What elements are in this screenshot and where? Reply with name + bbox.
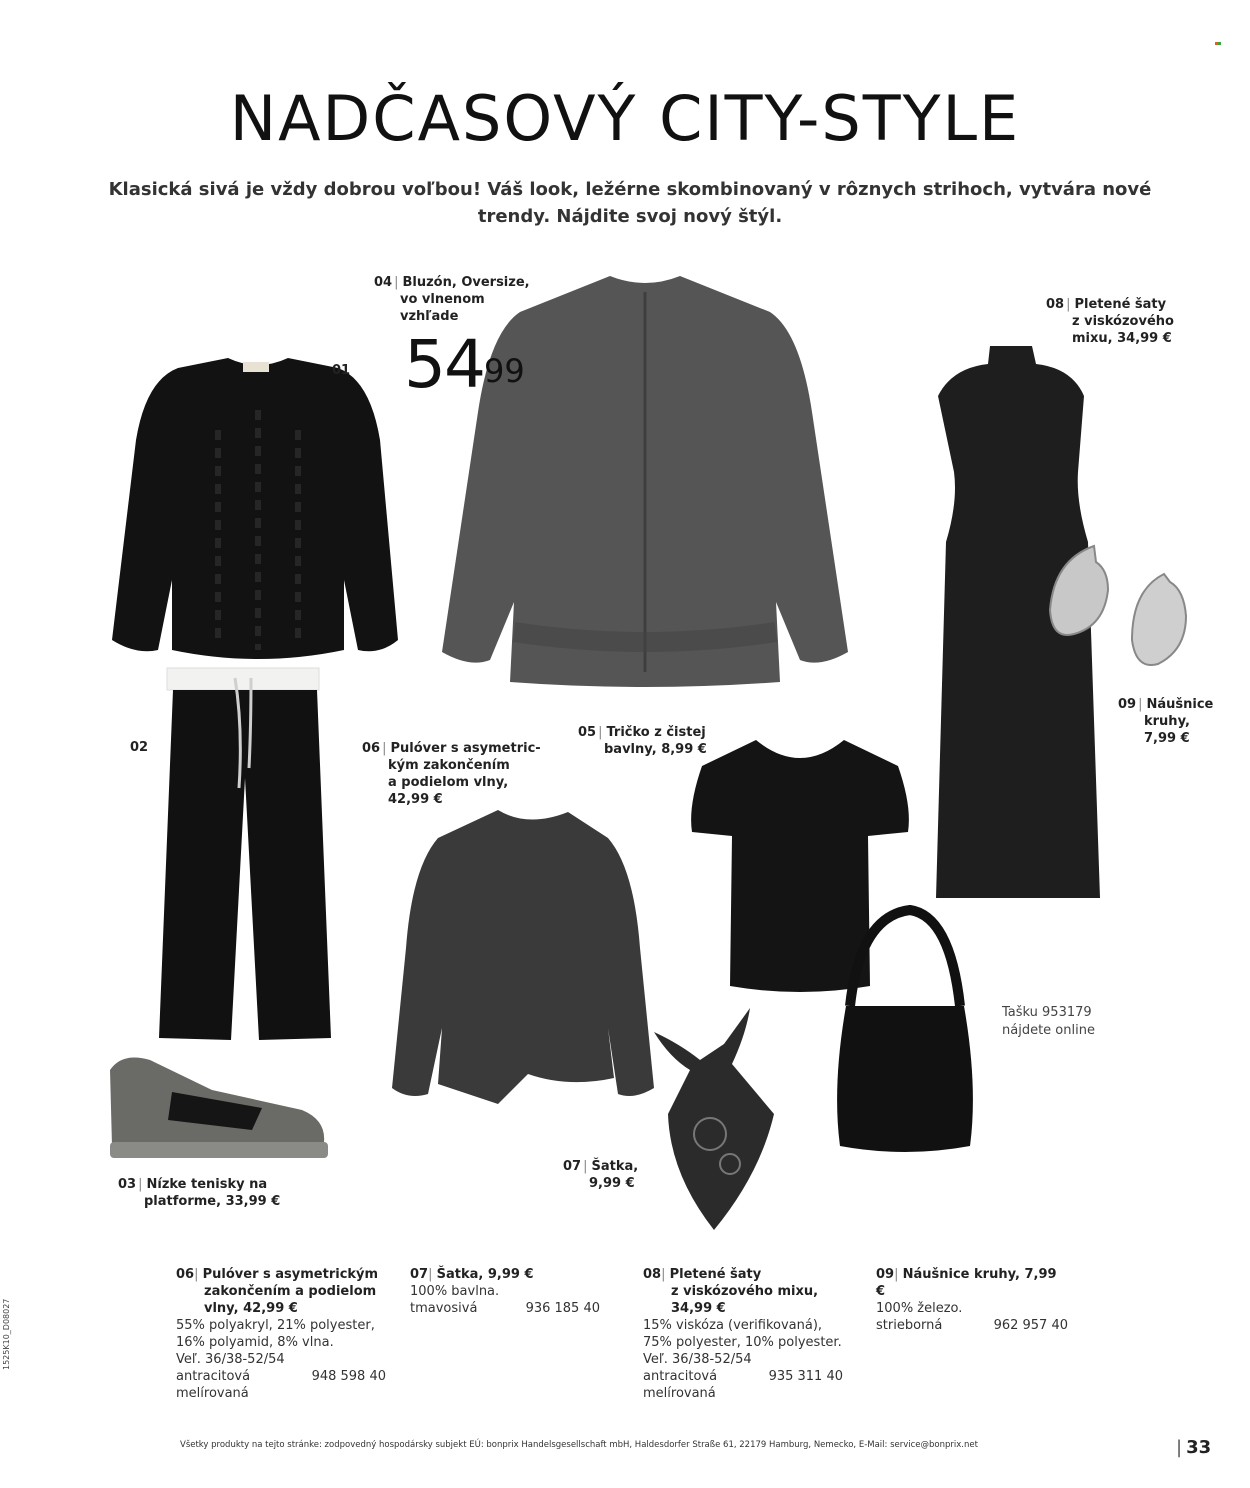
- label-03-line-1: Nízke tenisky na: [146, 1177, 268, 1192]
- label-04-line-3: vzhľade: [400, 309, 459, 324]
- detail-09-line-1: 100% železo.: [876, 1301, 963, 1316]
- label-09-line-2: kruhy,: [1144, 714, 1190, 729]
- detail-08-head-1: Pletené šaty: [669, 1267, 762, 1282]
- label-06-line-2: kým zakončením: [388, 758, 510, 773]
- detail-06-head-1: Pulóver s asymetrickým: [202, 1267, 379, 1282]
- detail-07: 07| Šatka, 9,99 € 100% bavlna. tmavosivá 936 185 40: [410, 1267, 600, 1316]
- detail-08-num: 08: [643, 1267, 662, 1282]
- corner-mark: [1215, 30, 1223, 36]
- label-07: 07 | Šatka, 9,99 €: [563, 1159, 639, 1191]
- bag-note-line-2: nájdete online: [1002, 1023, 1095, 1038]
- label-03-num: 03: [118, 1177, 137, 1192]
- bag-note-line-1: Tašku 953179: [1002, 1005, 1092, 1020]
- label-09: 09 | Náušnice kruhy, 7,99 €: [1118, 697, 1214, 746]
- grey-sweater-image: [388, 808, 658, 1108]
- detail-06-num: 06: [176, 1267, 195, 1282]
- detail-08-line-3: Veľ. 36/38-52/54: [643, 1352, 752, 1367]
- label-04-line-1: Bluzón, Oversize,: [402, 275, 530, 290]
- detail-07-line-1: 100% bavlna.: [410, 1284, 500, 1299]
- detail-07-color-1: tmavosivá: [410, 1301, 478, 1316]
- detail-08-color-1: antracitová: [643, 1369, 718, 1384]
- detail-08-color-2: melírovaná: [643, 1386, 716, 1401]
- detail-08-line-2: 75% polyester, 10% polyester.: [643, 1335, 842, 1350]
- label-06-line-4: 42,99 €: [388, 792, 443, 807]
- price-04-cents: 99: [483, 352, 525, 390]
- label-08-line-2: z viskózového: [1072, 314, 1174, 329]
- scarf-image: [650, 1004, 780, 1234]
- detail-06-line-3: Veľ. 36/38-52/54: [176, 1352, 285, 1367]
- label-08-line-3: mixu, 34,99 €: [1072, 331, 1172, 346]
- label-06-line-3: a podielom vlny,: [388, 775, 509, 790]
- label-03-line-2: platforme, 33,99 €: [144, 1194, 281, 1209]
- label-07-num: 07: [563, 1159, 582, 1174]
- label-04: 04 | Bluzón, Oversize, vo vlnenom vzhľade: [374, 275, 530, 324]
- page-number: | 33: [1176, 1437, 1212, 1458]
- bag-note: [1002, 1004, 1095, 1040]
- detail-06-line-1: 55% polyakryl, 21% polyester,: [176, 1318, 375, 1333]
- label-07-line-2: 9,99 €: [589, 1176, 635, 1191]
- label-05-line-2: bavlny, 8,99 €: [604, 742, 707, 757]
- label-02-num: 02: [130, 740, 149, 755]
- label-05-line-1: Tričko z čistej: [606, 725, 706, 740]
- page-number-value: 33: [1186, 1437, 1212, 1458]
- price-04: [404, 326, 525, 403]
- label-08-num: 08: [1046, 297, 1065, 312]
- detail-06-code: 948 598 40: [311, 1369, 386, 1384]
- label-08: 08 | Pletené šaty z viskózového mixu, 34,99 €: [1046, 297, 1174, 346]
- detail-06-head-2: zakončením a podielom: [204, 1284, 377, 1299]
- label-09-line-3: 7,99 €: [1144, 731, 1190, 746]
- label-04-num: 04: [374, 275, 393, 290]
- detail-06: 06| Pulóver s asymetrickým zakončením a podielom vlny, 42,99 € 55% polyakryl, 21% polyester, 16% polyamid, 8% vlna. Veľ. 36/38-52/54 antracitová melírovaná 948 598 40: [176, 1267, 386, 1401]
- label-06: 06 | Pulóver s asymetric- kým zakončením a podielom vlny, 42,99 €: [362, 741, 541, 807]
- sneaker-image: [102, 1050, 332, 1160]
- detail-06-head-3: vlny, 42,99 €: [204, 1301, 298, 1316]
- price-04-main: 54: [404, 326, 484, 403]
- label-01-num: 01: [332, 363, 351, 378]
- detail-08-head-2: z viskózového mixu,: [671, 1284, 819, 1299]
- shoulder-bag-image: [830, 906, 980, 1156]
- hoop-earrings-image: [1044, 540, 1194, 680]
- detail-07-num: 07: [410, 1267, 429, 1282]
- black-trousers-image: [155, 668, 335, 1048]
- label-05-num: 05: [578, 725, 597, 740]
- detail-08-code: 935 311 40: [768, 1369, 843, 1384]
- detail-09-color-1: strieborná: [876, 1318, 943, 1333]
- detail-06-color-2: melírovaná: [176, 1386, 249, 1401]
- label-06-num: 06: [362, 741, 381, 756]
- label-05: 05 | Tričko z čistej bavlny, 8,99 €: [578, 725, 707, 757]
- detail-08: 08| Pletené šaty z viskózového mixu, 34,99 € 15% viskóza (verifikovaná), 75% polyester, 10% polyester. Veľ. 36/38-52/54 antracitová melírovaná 935 311 40: [643, 1266, 855, 1402]
- intro-text: Klasická sivá je vždy dobrou voľbou! Váš look, ležérne skombinovaný v rôznych strihoch, vytvára nové trendy. Nájdite svoj nový štýl.: [108, 179, 1152, 227]
- detail-07-head-1: Šatka, 9,99 €: [436, 1267, 534, 1282]
- label-07-line-1: Šatka,: [591, 1159, 639, 1174]
- detail-06-color-1: antracitová: [176, 1369, 251, 1384]
- detail-09-code: 962 957 40: [993, 1318, 1068, 1333]
- label-08-line-1: Pletené šaty: [1074, 297, 1167, 312]
- side-code: 1525K10_D08027: [2, 1298, 11, 1370]
- detail-09-num: 09: [876, 1267, 895, 1282]
- detail-07-code: 936 185 40: [525, 1301, 600, 1316]
- black-sweater-image: [108, 350, 408, 670]
- detail-09: 09| Náušnice kruhy, 7,99 € 100% železo. strieborná 962 957 40: [876, 1267, 1068, 1333]
- page-title: NADČASOVÝ CITY-STYLE: [229, 82, 1021, 155]
- label-09-line-1: Náušnice: [1146, 697, 1214, 712]
- detail-06-line-2: 16% polyamid, 8% vlna.: [176, 1335, 334, 1350]
- label-04-line-2: vo vlnenom: [400, 292, 485, 307]
- detail-09-head-1: Náušnice kruhy, 7,99 €: [876, 1267, 1057, 1299]
- label-03: 03 | Nízke tenisky na platforme, 33,99 €: [118, 1177, 281, 1209]
- detail-08-line-1: 15% viskóza (verifikovaná),: [643, 1318, 823, 1333]
- label-06-line-1: Pulóver s asymetric-: [390, 741, 541, 756]
- detail-08-head-3: 34,99 €: [671, 1301, 726, 1316]
- label-09-num: 09: [1118, 697, 1137, 712]
- footer-note: Všetky produkty na tejto stránke: zodpovedný hospodársky subjekt EÚ: bonprix Handelsgesellschaft mbH, Haldesdorfer Straße 61, 22179 Hamburg, Nemecko, E-Mail: service@bonprix.net: [180, 1440, 978, 1450]
